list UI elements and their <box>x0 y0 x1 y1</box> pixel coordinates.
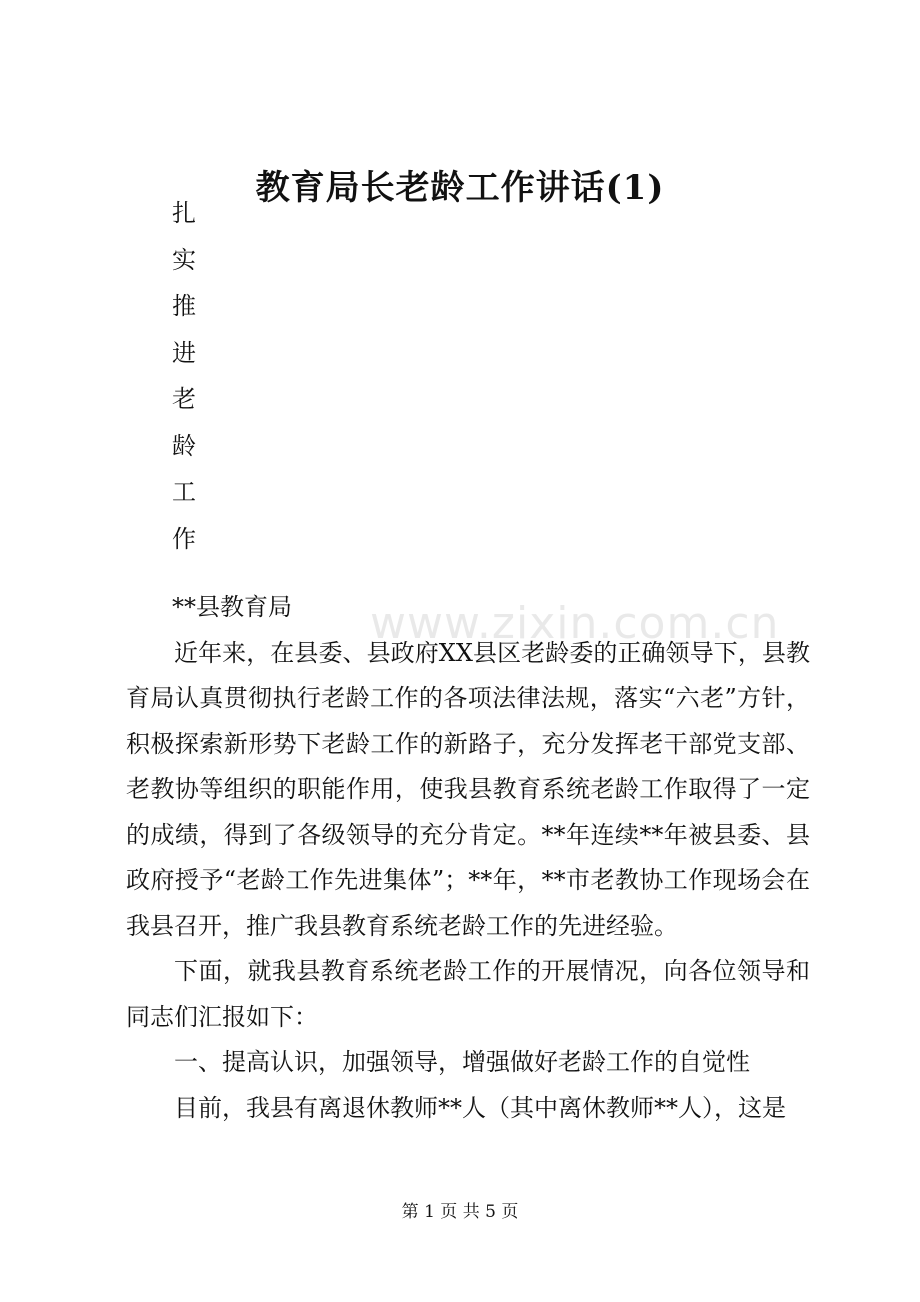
vertical-char: 老 <box>172 385 196 413</box>
paragraph: 目前，我县有离退休教师**人（其中离休教师**人），这是 <box>174 1093 786 1122</box>
page-footer: 第 1 页 共 5 页 <box>401 1202 519 1222</box>
vertical-subtitle <box>172 190 212 562</box>
watermark: www.zixin.com.cn <box>370 598 780 649</box>
vertical-char: 扎 <box>172 199 196 227</box>
author-line: **县教育局 <box>172 593 292 621</box>
section-heading: 一、提高认识，加强领导，增强做好老龄工作的自觉性 <box>174 1048 750 1076</box>
vertical-char: 实 <box>172 245 196 274</box>
paragraph: 近年来，在县委、县政府XX县区老龄委的正确领导下，县教育局认真贯彻执行老龄工作的各项法律法规，落实“六老”方针，积极探索新形势下老龄工作的新路子，充分发挥老干部党支部、老教协等组织的职能作用，使我县教育系统老龄工作取得了一定的成绩，得到了各级领导的充分肯定。**年连续**年被县委、县政府授予“老龄工作先进集体”；**年，**市老教协工作现场会在我县召开，推广我县教育系统老龄工作的先进经验。 <box>126 638 810 940</box>
document-body <box>126 585 810 1131</box>
vertical-char: 龄 <box>172 431 196 460</box>
vertical-char: 工 <box>172 478 196 506</box>
vertical-char: 作 <box>172 524 196 553</box>
vertical-char: 进 <box>172 338 196 367</box>
vertical-char: 推 <box>172 292 196 320</box>
paragraph: 下面，就我县教育系统老龄工作的开展情况，向各位领导和同志们汇报如下： <box>126 957 810 1031</box>
document-title: 教育局长老龄工作讲话(1) <box>255 168 665 208</box>
